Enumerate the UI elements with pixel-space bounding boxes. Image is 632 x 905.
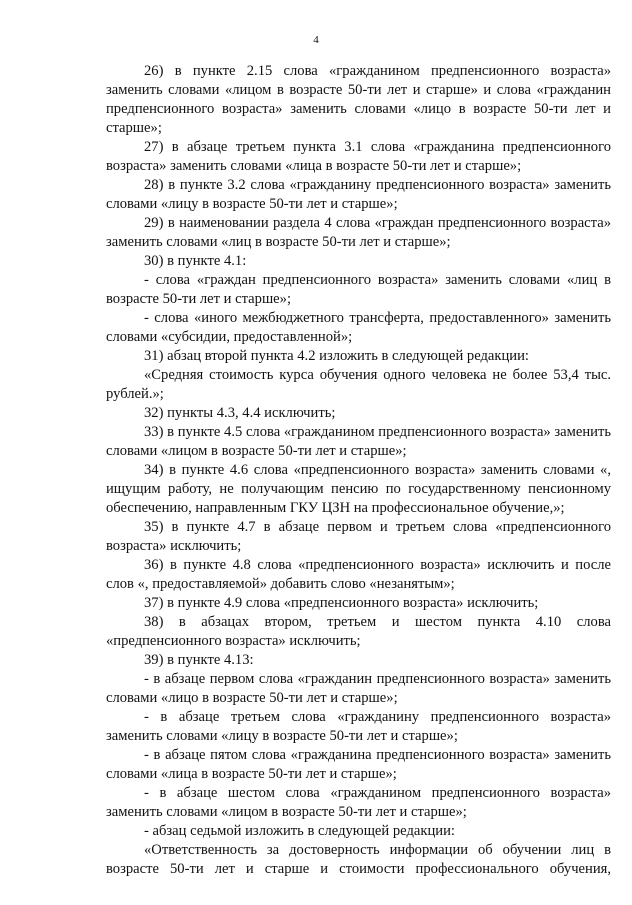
- paragraph-34: 34) в пункте 4.6 слова «предпенсионного возраста» заменить словами «, ищущим работу, не получающим пенсию по государственному пенсионному обеспечению, направленным ГКУ ЦЗН на профессиональное обучение,»;: [106, 462, 611, 516]
- paragraph-39-item-5: - абзац седьмой изложить в следующей редакции:: [144, 823, 455, 839]
- paragraph-38: 38) в абзацах втором, третьем и шестом пункта 4.10 слова «предпенсионного возраста» исключить;: [106, 614, 611, 649]
- paragraph-36: 36) в пункте 4.8 слова «предпенсионного возраста» исключить и после слов «, предоставляемой» добавить слово «незанятым»;: [106, 557, 611, 592]
- paragraph-31: 31) абзац второй пункта 4.2 изложить в следующей редакции:: [144, 348, 529, 364]
- paragraph-37: 37) в пункте 4.9 слова «предпенсионного возраста» исключить;: [144, 595, 539, 611]
- paragraph-31-quote: «Средняя стоимость курса обучения одного человека не более 53,4 тыс. рублей.»;: [106, 367, 611, 402]
- paragraph-39-item-2: - в абзаце третьем слова «гражданину предпенсионного возраста» заменить словами «лицу в возрасте 50-ти лет и старше»;: [106, 709, 611, 744]
- paragraph-39-item-3: - в абзаце пятом слова «гражданина предпенсионного возраста» заменить словами «лица в возрасте 50-ти лет и старше»;: [106, 747, 611, 782]
- paragraph-27: 27) в абзаце третьем пункта 3.1 слова «гражданина предпенсионного возраста» заменить словами «лица в возрасте 50-ти лет и старше»;: [106, 139, 611, 174]
- paragraph-33: 33) в пункте 4.5 слова «гражданином предпенсионного возраста» заменить словами «лицом в возрасте 50-ти лет и старше»;: [106, 424, 611, 459]
- paragraph-39-item-1: - в абзаце первом слова «гражданин предпенсионного возраста» заменить словами «лицо в возрасте 50-ти лет и старше»;: [106, 671, 611, 706]
- paragraph-39: 39) в пункте 4.13:: [144, 652, 254, 668]
- paragraph-26: 26) в пункте 2.15 слова «гражданином предпенсионного возраста» заменить словами «лицом в возрасте 50-ти лет и старше» и слова «гражданин предпенсионного возраста» заменить словами «лицо в возрасте 50-ти лет и старше»;: [106, 63, 611, 136]
- paragraph-35: 35) в пункте 4.7 в абзаце первом и третьем слова «предпенсионного возраста» исключить;: [106, 519, 611, 554]
- document-body: [106, 62, 611, 879]
- paragraph-30-item-1: - слова «граждан предпенсионного возраста» заменить словами «лиц в возрасте 50-ти лет и старше»;: [106, 272, 611, 307]
- paragraph-32: 32) пункты 4.3, 4.4 исключить;: [144, 405, 336, 421]
- paragraph-39-item-4: - в абзаце шестом слова «гражданином предпенсионного возраста» заменить словами «лицом в возрасте 50-ти лет и старше»;: [106, 785, 611, 820]
- paragraph-30: 30) в пункте 4.1:: [144, 253, 247, 269]
- paragraph-29: 29) в наименовании раздела 4 слова «граждан предпенсионного возраста» заменить словами «лиц в возрасте 50-ти лет и старше»;: [106, 215, 611, 250]
- paragraph-28: 28) в пункте 3.2 слова «гражданину предпенсионного возраста» заменить словами «лицу в возрасте 50-ти лет и старше»;: [106, 177, 611, 212]
- paragraph-39-quote: «Ответственность за достоверность информации об обучении лиц в возрасте 50-ти лет и старше и стоимости профессионального обучения,: [106, 842, 611, 877]
- paragraph-30-item-2: - слова «иного межбюджетного трансферта, предоставленного» заменить словами «субсидии, предоставленной»;: [106, 310, 611, 345]
- page-number: 4: [313, 34, 319, 46]
